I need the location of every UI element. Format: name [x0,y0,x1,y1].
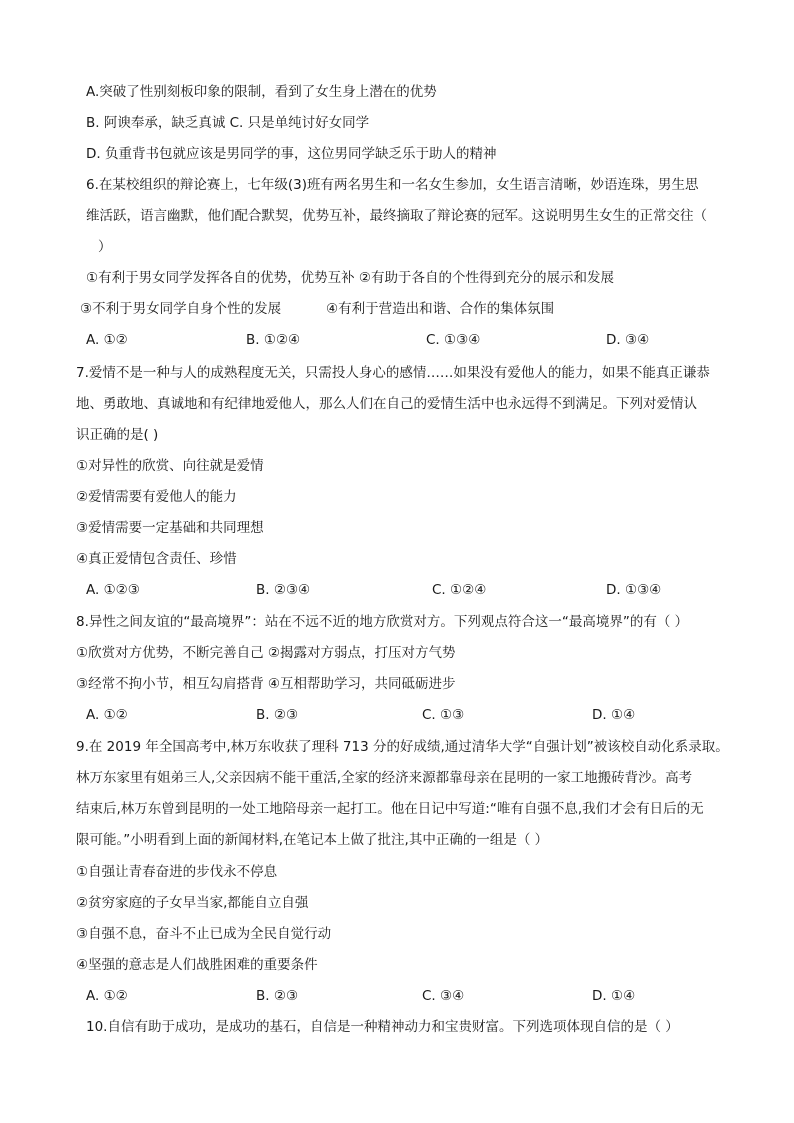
q9-stem-line-1: 9.在 2019 年全国高考中,林万东收获了理科 713 分的好成绩,通过清华大学“自强计划”被该校自动化系录取。 [76,739,729,755]
q9-statement-4: ④坚强的意志是人们战胜困难的重要条件 [76,957,318,973]
q8-statements-1-2: ①欣赏对方优势，不断完善自己 ②揭露对方弱点，打压对方气势 [76,645,456,661]
q6-option-d: D. ③④ [606,332,650,348]
q8-option-c: C. ①③ [422,707,465,723]
q9-statement-1: ①自强让青春奋进的步伐永不停息 [76,864,278,880]
q8-options [0,705,794,725]
q9-stem-line-2: 林万东家里有姐弟三人,父亲因病不能干重活,全家的经济来源都靠母亲在昆明的一家工地搬砖背沙。高考 [76,770,693,786]
q5-option-b-c: B. 阿谀奉承，缺乏真诚 C. 只是单纯讨好女同学 [86,115,370,131]
q6-option-a: A. ①② [86,332,128,348]
q9-option-a: A. ①② [86,988,128,1004]
q7-statement-3: ③爱情需要一定基础和共同理想 [76,520,264,536]
q8-option-a: A. ①② [86,707,128,723]
q6-option-b: B. ①②④ [246,332,301,348]
q7-statement-1: ①对异性的欣赏、向往就是爱情 [76,458,264,474]
q7-option-a: A. ①②③ [86,582,140,598]
q9-stem-line-4: 限可能。”小明看到上面的新闻材料,在笔记本上做了批注,其中正确的一组是（ ） [76,832,549,848]
q8-option-d: D. ①④ [592,707,636,723]
q8-stem: 8.异性之间友谊的“最高境界”：站在不远不近的地方欣赏对方。下列观点符合这一“最高境界”的有（ ） [76,614,689,630]
q9-statement-3: ③自强不息，奋斗不止已成为全民自觉行动 [76,926,332,942]
q8-statements-3-4: ③经常不拘小节，相互勾肩搭背 ④互相帮助学习，共同砥砺进步 [76,676,456,692]
q7-stem-line-2: 地、勇敢地、真诚地和有纪律地爱他人，那么人们在自己的爱情生活中也永远得不到满足。下列对爱情认 [76,396,697,412]
q7-option-b: B. ②③④ [256,582,311,598]
q6-option-c: C. ①③④ [426,332,481,348]
q9-stem-line-3: 结束后,林万东曾到昆明的一处工地陪母亲一起打工。他在日记中写道:“唯有自强不息,我们才会有日后的无 [76,801,704,817]
q7-stem-line-1: 7.爱情不是一种与人的成熟程度无关，只需投人身心的感情……如果没有爱他人的能力，如果不能真正谦恭 [76,365,710,381]
q6-statements-1-2: ①有利于男女同学发挥各自的优势，优势互补 ②有助于各自的个性得到充分的展示和发展 [86,270,614,286]
q7-stem-line-3: 识正确的是( ) [76,427,159,443]
q7-statement-2: ②爱情需要有爱他人的能力 [76,489,237,505]
q8-option-b: B. ②③ [256,707,299,723]
q9-option-b: B. ②③ [256,988,299,1004]
q5-option-d: D. 负重背书包就应该是男同学的事，这位男同学缺乏乐于助人的精神 [86,146,497,162]
q7-statement-4: ④真正爱情包含责任、珍惜 [76,551,237,567]
q9-option-c: C. ③④ [422,988,465,1004]
q9-option-d: D. ①④ [592,988,636,1004]
q10-stem: 10.自信有助于成功，是成功的基石，自信是一种精神动力和宝贵财富。下列选项体现自信的是（ ） [86,1019,679,1035]
q5-option-a: A.突破了性别刻板印象的限制，看到了女生身上潜在的优势 [86,84,437,100]
q6-stem-line-3: ） [98,239,112,255]
q6-stem-line-2: 维活跃，语言幽默，他们配合默契，优势互补，最终摘取了辩论赛的冠军。这说明男生女生的正常交往（ [86,208,707,224]
q9-statement-2: ②贫穷家庭的子女早当家,都能自立自强 [76,895,309,911]
q6-statement-4: ④有利于营造出和谐、合作的集体氛围 [326,301,555,317]
q7-option-c: C. ①②④ [432,582,487,598]
q9-options [0,986,794,1006]
q6-stem-line-1: 6.在某校组织的辩论赛上，七年级(3)班有两名男生和一名女生参加，女生语言清晰，妙语连珠，男生思 [86,177,699,193]
q6-options [0,330,794,350]
q7-options [0,580,794,600]
q6-statement-3: ③不利于男女同学自身个性的发展 [80,301,282,317]
q7-option-d: D. ①③④ [606,582,662,598]
